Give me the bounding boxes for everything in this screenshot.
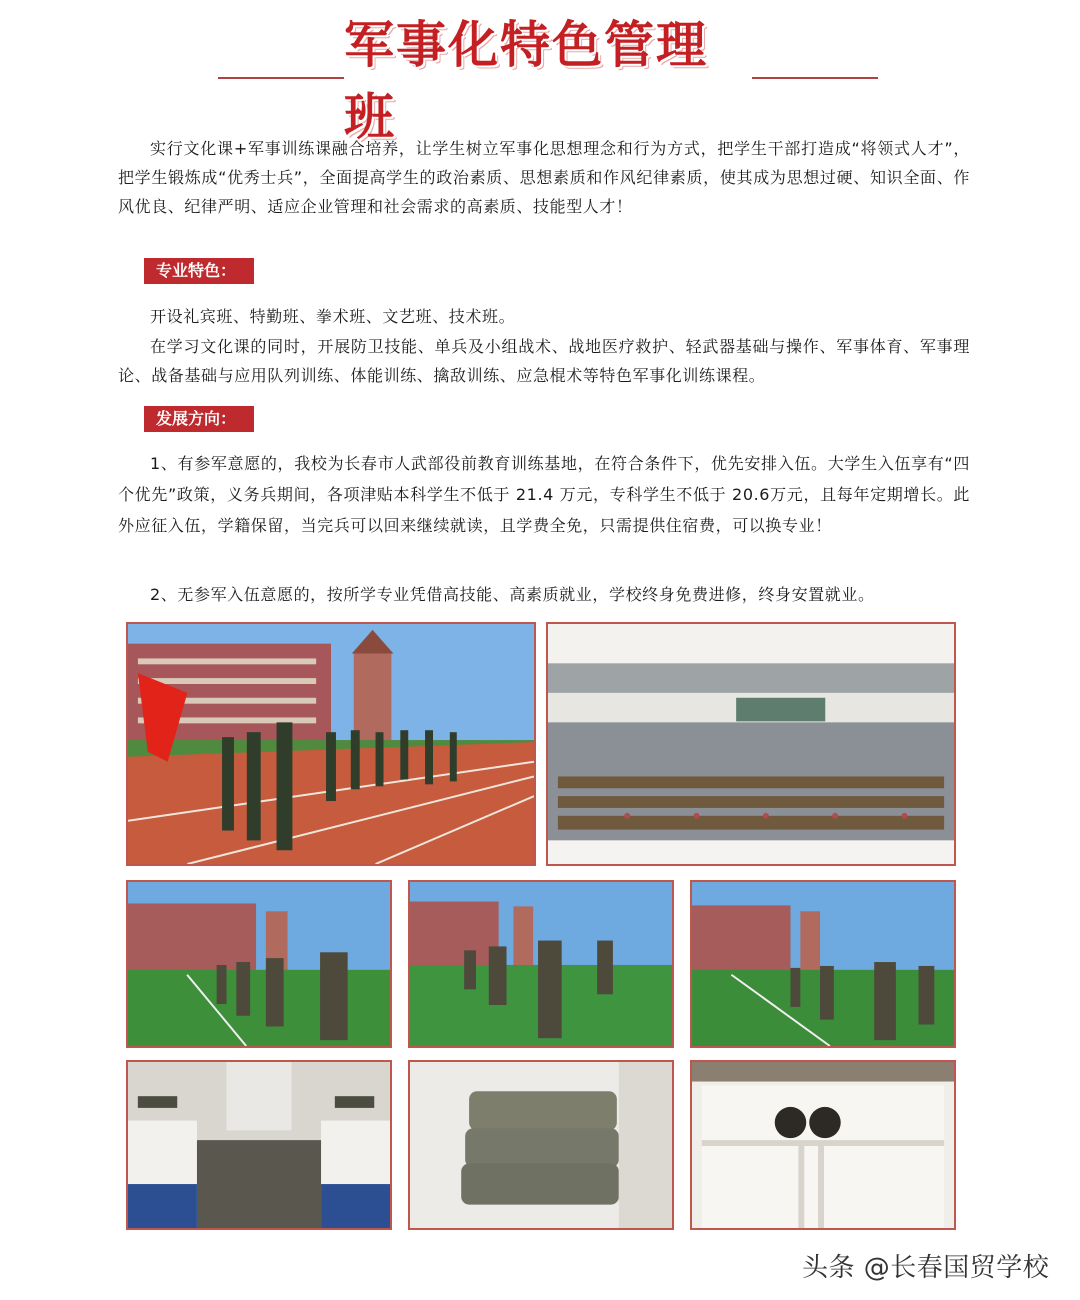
direction-enlist: 1、有参军意愿的，我校为长春市人武部役前教育训练基地，在符合条件下，优先安排入伍。大学生入伍享有“四个优先”政策，义务兵期间，各项津贴本科学生不低于 21.4 万元，专科学生不低于 20.6万元，且每年定期增长。此外应征入伍，学籍保留，当完兵可以回来继续就读，且学费全免，只需提供住宿费，可以换专业！: [118, 454, 970, 535]
photo-dormitory: [126, 1060, 392, 1230]
photo-auditorium: [546, 622, 956, 866]
source-watermark: 头条 @长春国贸学校: [802, 1253, 1050, 1283]
features-classes: 开设礼宾班、特勤班、拳术班、文艺班、技术班。: [150, 307, 516, 326]
features-courses: 在学习文化课的同时，开展防卫技能、单兵及小组战术、战地医疗救护、轻武器基础与操作、军事体育、军事理论、战备基础与应用队列训练、体能训练、擒敌训练、应急棍术等特色军事化训练课程。: [118, 337, 970, 385]
photo-drill-1: [126, 880, 392, 1048]
direction-employment: 2、无参军入伍意愿的，按所学专业凭借高技能、高素质就业，学校终身免费进修，终身安置就业。: [150, 585, 875, 604]
photo-drill-2: [408, 880, 674, 1048]
title-rule-left: [218, 77, 344, 79]
photo-folded-quilt: [408, 1060, 674, 1230]
title-banner: [0, 15, 1080, 146]
title-rule-right: [752, 77, 878, 79]
photo-drill-3: [690, 880, 956, 1048]
section-label-direction: 发展方向：: [144, 406, 254, 432]
page-title: 军事化特色管理班: [344, 15, 708, 146]
photo-storage-shelf: [690, 1060, 956, 1230]
intro-paragraph: 实行文化课+军事训练课融合培养，让学生树立军事化思想理念和行为方式，把学生干部打造成“将领式人才”，把学生锻炼成“优秀士兵”，全面提高学生的政治素质、思想素质和作风纪律素质，使其成为思想过硬、知识全面、作风优良、纪律严明、适应企业管理和社会需求的高素质、技能型人才！: [118, 139, 970, 216]
photo-flag-parade: [126, 622, 536, 866]
section-label-features: 专业特色：: [144, 258, 254, 284]
